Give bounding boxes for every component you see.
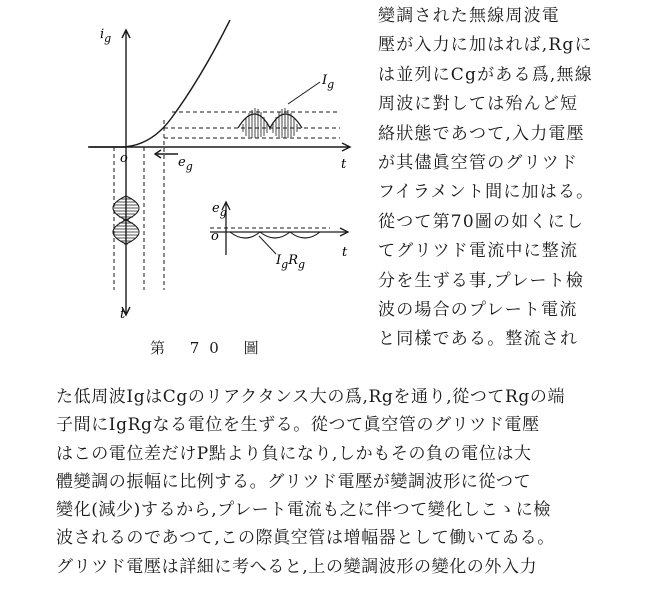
ig-curve-label: $I_g$	[322, 73, 335, 91]
origin2-label: o	[211, 229, 219, 244]
ig-axis-label: $i_g$	[100, 27, 112, 45]
text-line: た低周波IgはCgのリアクタンス大の爲,Rgを通り,從つてRgの端	[56, 387, 566, 407]
text-line: 波の場合のプレート電流	[378, 299, 578, 320]
eg-graph-label: $e_g$	[212, 201, 227, 219]
text-line: 變化(減少)するから,プレート電流も之に伴つて變化しこゝに檢	[56, 500, 551, 521]
figure-caption: 第 70 圖	[150, 339, 269, 357]
text-line: 變調された無線周波電	[378, 6, 560, 26]
eg-axis-label: $e_g$	[178, 155, 193, 173]
body-paragraph	[56, 383, 656, 581]
text-line: はこの電位差だけP點より負になり,しかもその負の電位は大	[56, 443, 532, 464]
text-line: 子間にIgRgなる電位を生ずる。從つて眞空管のグリツド電壓	[56, 415, 540, 436]
igrg-label: $I_gR_g$	[276, 253, 306, 271]
t-down-label: t	[120, 307, 126, 322]
text-line: と同樣である。整流され	[378, 329, 579, 350]
text-line: は並列にCgがある爲,無線	[378, 64, 593, 85]
text-line: 周波に對しては殆んど短	[378, 94, 579, 115]
side-paragraph	[378, 2, 656, 355]
text-line: 絡狀態であつて,入力電壓	[378, 123, 585, 144]
origin-label: o	[120, 151, 128, 166]
text-line: 壓が入力に加はれば,Rgに	[378, 35, 593, 56]
text-line: グリツド電壓は詳細に考へると,上の變調波形の變化の外入力	[56, 556, 538, 577]
text-line: フイラメント間に加はる。	[378, 182, 595, 203]
text-line: てグリツド電流中に整流	[378, 241, 579, 262]
t-axis-label: t	[341, 157, 347, 172]
text-line: 體變調の振幅に比例する。グリツド電壓が變調波形に從つて	[56, 471, 532, 492]
text-line: 從つて第70圖の如くにし	[378, 211, 585, 232]
text-line: 波されるのであつて,この際眞空管は增幅器として働いてゐる。	[56, 528, 555, 549]
text-line: が其儘眞空管のグリツド	[378, 152, 579, 173]
text-line: 分を生ずる事,プレート檢	[378, 270, 585, 291]
figure-70-diagram	[60, 0, 380, 370]
t2-axis-label: t	[342, 245, 348, 260]
ig-modulated-wave	[238, 82, 320, 138]
eg-time-graph	[210, 202, 348, 255]
figure-70	[60, 0, 380, 370]
